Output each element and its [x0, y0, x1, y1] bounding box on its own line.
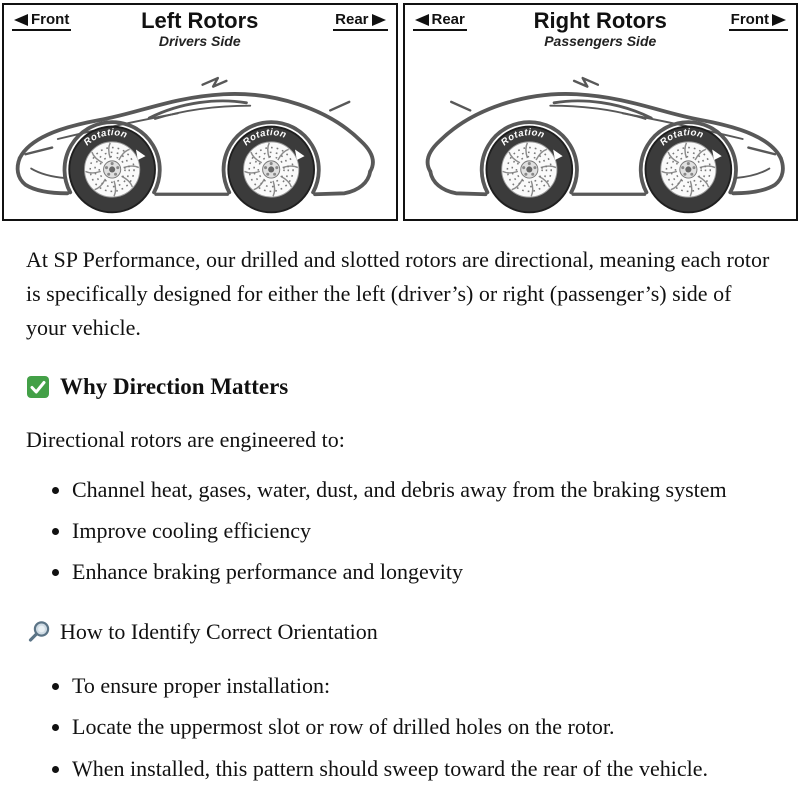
rear-rotor-wheel	[486, 127, 572, 213]
left-car-illustration	[4, 59, 396, 219]
bullet-item: • When installed, this pattern should sweep toward the rear of the vehicle.	[72, 752, 774, 786]
front-rotor-wheel	[645, 127, 731, 213]
section-heading-why-direction-matters	[26, 369, 774, 405]
bullet-item: • Improve cooling efficiency	[72, 514, 774, 548]
panel-title: Left Rotors	[141, 8, 259, 33]
right-car-illustration	[405, 59, 797, 219]
article-content	[0, 223, 800, 812]
direction-text: Front	[31, 11, 70, 28]
direction-text: Rear	[335, 11, 369, 28]
front-direction-label	[729, 11, 788, 31]
lead-paragraph: Directional rotors are engineered to:	[26, 426, 345, 452]
direction-text: Rear	[431, 11, 465, 28]
panel-subtitle: Drivers Side	[158, 33, 241, 50]
intro-paragraph: At SP Performance, our drilled and slotted rotors are directional, meaning each rotor is specifically designed for either the left (driver’s) or right (passenger’s) side of your vehicle.	[26, 247, 770, 341]
panel-subtitle: Passengers Side	[544, 33, 657, 50]
left-panel-header	[4, 5, 396, 59]
right-arrow-icon	[372, 14, 386, 26]
panel-title: Right Rotors	[533, 8, 667, 33]
section-heading-identify-orientation	[26, 615, 774, 649]
heading-text: How to Identify Correct Orientation	[60, 619, 378, 645]
right-rotors-panel	[403, 3, 799, 221]
left-arrow-icon	[415, 14, 429, 26]
rear-rotor-wheel	[228, 127, 314, 213]
check-icon	[26, 375, 50, 399]
direction-text: Front	[730, 11, 769, 28]
bullet-item: • Enhance braking performance and longevity	[72, 555, 774, 589]
why-direction-matters-list	[26, 473, 774, 589]
heading-text: Why Direction Matters	[60, 374, 289, 400]
right-arrow-icon	[772, 14, 786, 26]
magnifier-icon	[26, 619, 52, 645]
bullet-item: • To ensure proper installation:	[72, 669, 774, 703]
identify-orientation-list	[26, 669, 774, 785]
rear-direction-label	[413, 11, 467, 31]
rear-direction-label	[333, 11, 387, 31]
rotor-direction-diagram	[0, 0, 800, 223]
bullet-item: • Channel heat, gases, water, dust, and debris away from the braking system	[72, 473, 774, 507]
right-panel-header	[405, 5, 797, 59]
front-direction-label	[12, 11, 71, 31]
bullet-item: • Locate the uppermost slot or row of drilled holes on the rotor.	[72, 710, 774, 744]
left-arrow-icon	[14, 14, 28, 26]
front-rotor-wheel	[69, 127, 155, 213]
left-rotors-panel	[2, 3, 398, 221]
